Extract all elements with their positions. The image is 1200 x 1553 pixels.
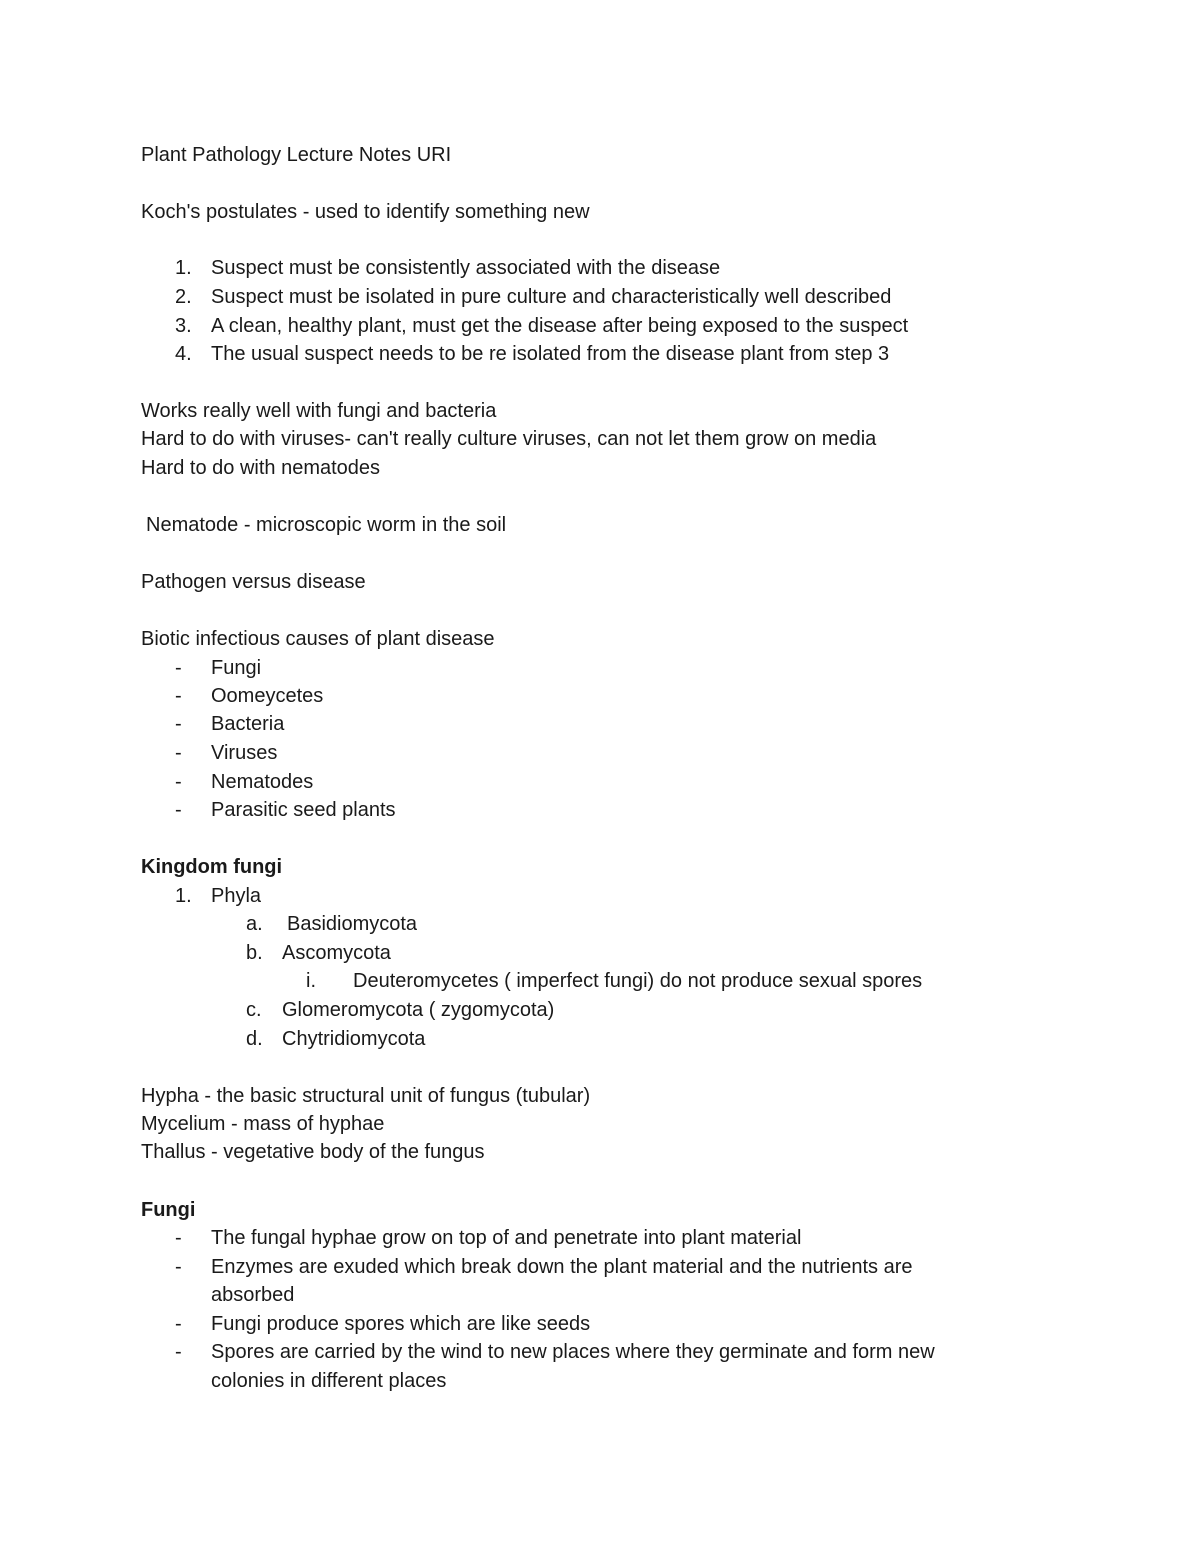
phylum-item: Glomeromycota ( zygomycota) xyxy=(282,999,555,1021)
list-marker: b. xyxy=(246,942,263,964)
thallus-definition: Thallus - vegetative body of the fungus xyxy=(141,1141,485,1163)
phylum-item: Chytridiomycota xyxy=(282,1028,426,1050)
fungi-heading: Fungi xyxy=(141,1199,196,1221)
bullet-dash: - xyxy=(175,713,182,735)
list-item: Spores are carried by the wind to new places where they germinate and form new xyxy=(211,1341,935,1363)
list-marker: i. xyxy=(306,970,316,992)
bullet-dash: - xyxy=(175,799,182,821)
nematode-definition: Nematode - microscopic worm in the soil xyxy=(146,514,507,536)
list-item: The usual suspect needs to be re isolated from the disease plant from step 3 xyxy=(211,343,890,365)
note-viruses: Hard to do with viruses- can't really culture viruses, can not let them grow on media xyxy=(141,428,877,450)
list-item: Suspect must be isolated in pure culture and characteristically well described xyxy=(211,286,892,308)
list-item: Parasitic seed plants xyxy=(211,799,396,821)
list-item: Bacteria xyxy=(211,713,285,735)
list-item: Fungi produce spores which are like seeds xyxy=(211,1313,591,1335)
list-item: Fungi xyxy=(211,657,262,679)
mycelium-definition: Mycelium - mass of hyphae xyxy=(141,1113,385,1135)
phylum-item: Basidiomycota xyxy=(287,913,418,935)
page-title: Plant Pathology Lecture Notes URI xyxy=(141,144,452,166)
bullet-dash: - xyxy=(175,742,182,764)
phylum-item: Ascomycota xyxy=(282,942,391,964)
list-item: Oomeycetes xyxy=(211,685,324,707)
biotic-heading: Biotic infectious causes of plant disease xyxy=(141,628,495,650)
bullet-dash: - xyxy=(175,657,182,679)
list-item-continuation: absorbed xyxy=(211,1284,295,1306)
list-marker: 2. xyxy=(175,286,192,308)
deuteromycetes-item: Deuteromycetes ( imperfect fungi) do not produce sexual spores xyxy=(353,970,923,992)
list-marker: 1. xyxy=(175,257,192,279)
list-item: A clean, healthy plant, must get the disease after being exposed to the suspect xyxy=(211,315,909,337)
bullet-dash: - xyxy=(175,1227,182,1249)
note-nematodes: Hard to do with nematodes xyxy=(141,457,381,479)
list-marker: 3. xyxy=(175,315,192,337)
list-item: Viruses xyxy=(211,742,278,764)
list-item: The fungal hyphae grow on top of and penetrate into plant material xyxy=(211,1227,802,1249)
bullet-dash: - xyxy=(175,1256,182,1278)
bullet-dash: - xyxy=(175,685,182,707)
list-marker: a. xyxy=(246,913,263,935)
list-item: Enzymes are exuded which break down the plant material and the nutrients are xyxy=(211,1256,913,1278)
list-item: Nematodes xyxy=(211,771,314,793)
pathogen-versus-disease: Pathogen versus disease xyxy=(141,571,366,593)
list-marker: d. xyxy=(246,1028,263,1050)
list-marker: 1. xyxy=(175,885,192,907)
koch-heading: Koch's postulates - used to identify something new xyxy=(141,201,590,223)
bullet-dash: - xyxy=(175,1341,182,1363)
bullet-dash: - xyxy=(175,1313,182,1335)
bullet-dash: - xyxy=(175,771,182,793)
phyla-label: Phyla xyxy=(211,885,262,907)
list-item: Suspect must be consistently associated with the disease xyxy=(211,257,721,279)
list-marker: 4. xyxy=(175,343,192,365)
kingdom-fungi-heading: Kingdom fungi xyxy=(141,856,283,878)
list-item-continuation: colonies in different places xyxy=(211,1370,447,1392)
list-marker: c. xyxy=(246,999,262,1021)
hypha-definition: Hypha - the basic structural unit of fungus (tubular) xyxy=(141,1085,591,1107)
note-fungi-bacteria: Works really well with fungi and bacteria xyxy=(141,400,497,422)
